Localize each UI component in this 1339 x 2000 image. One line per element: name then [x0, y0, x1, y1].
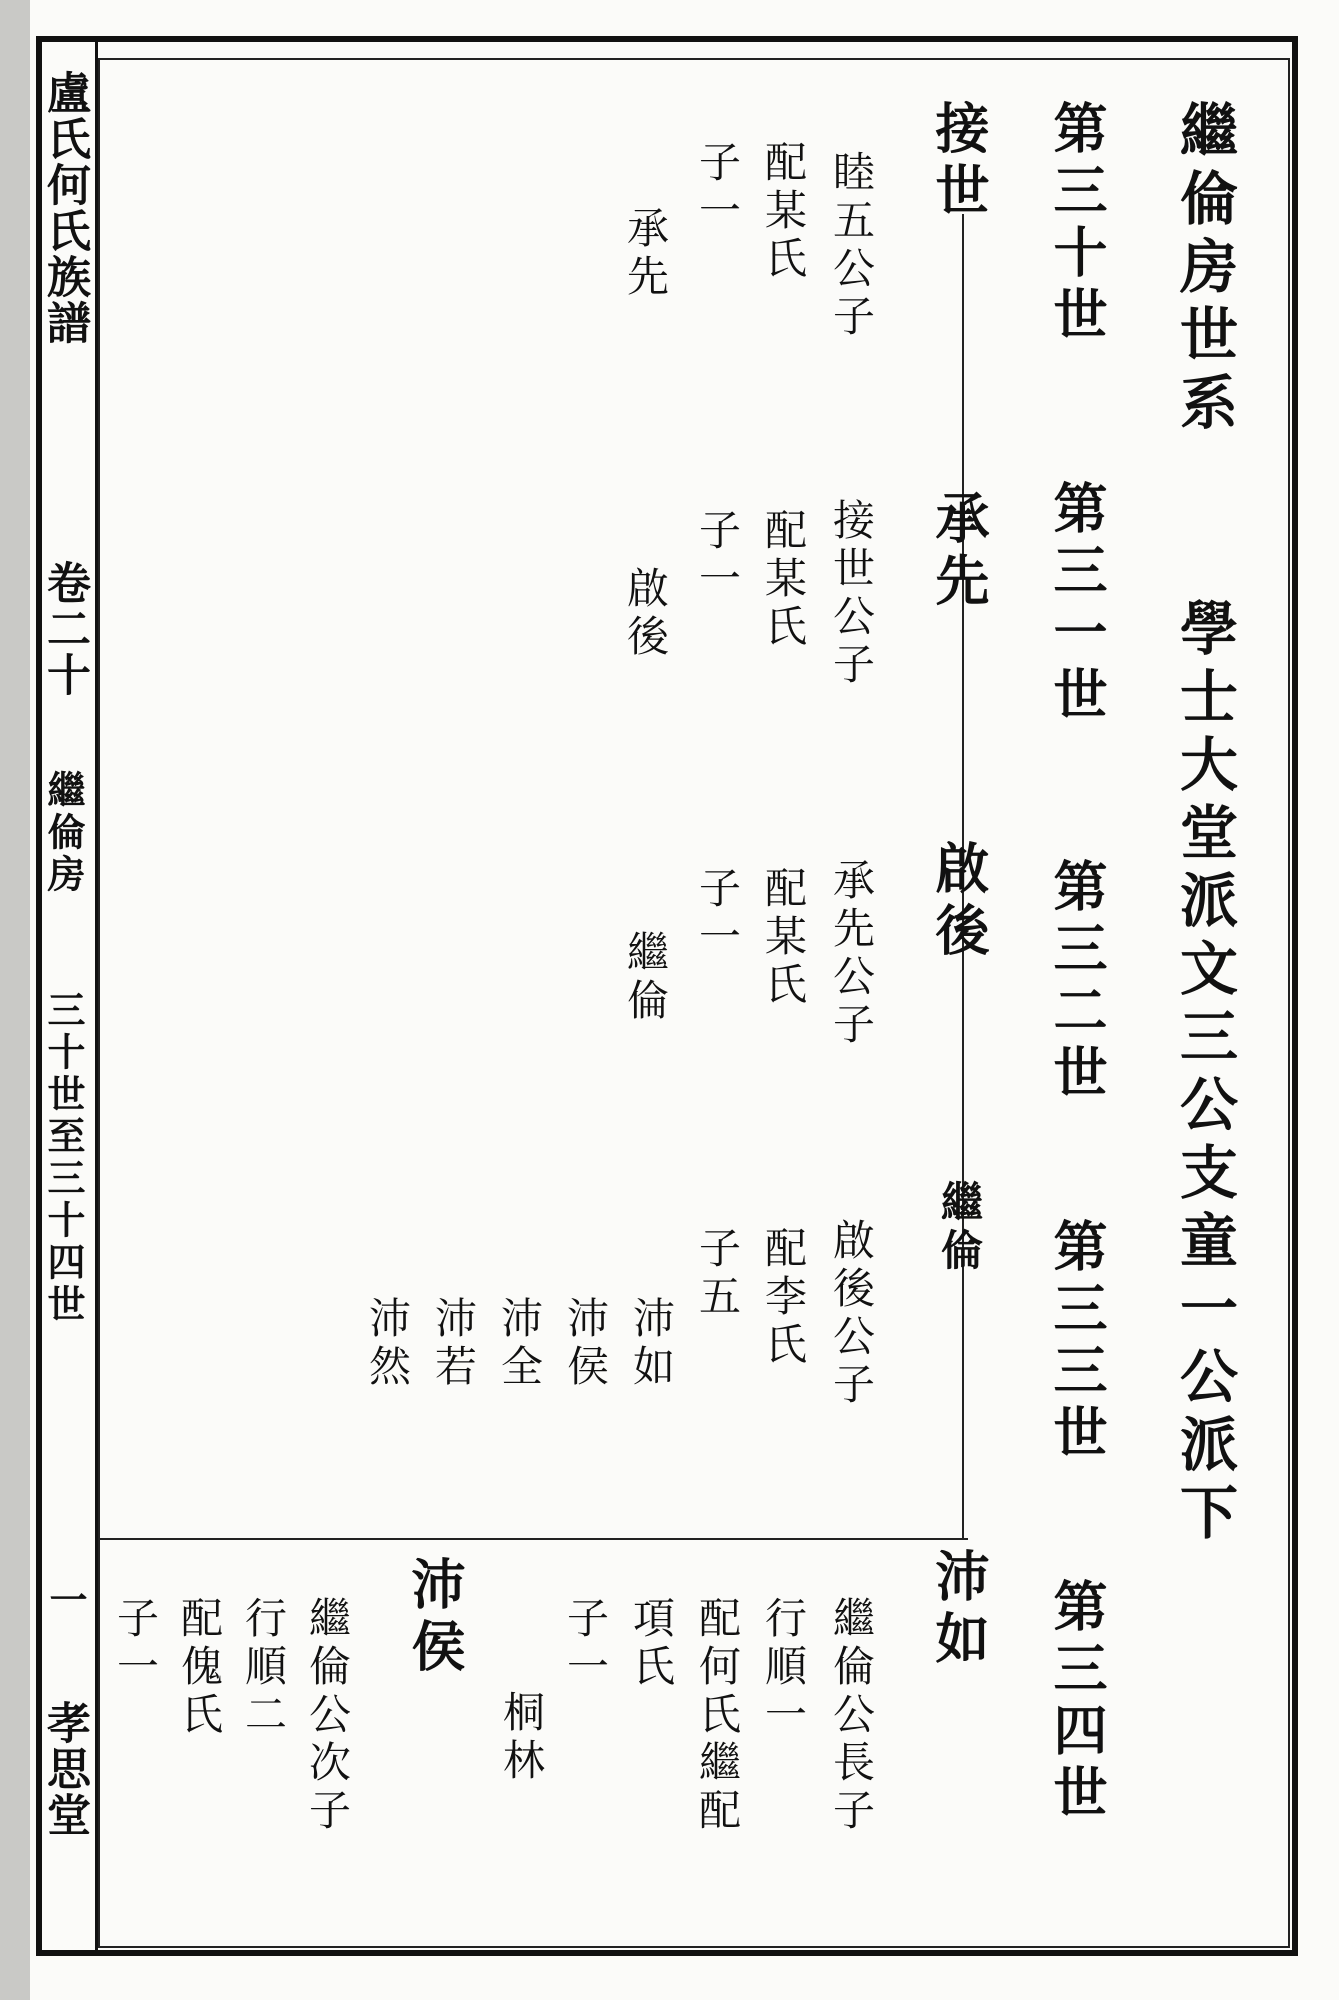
spine-book-title: 盧氏何氏族譜 — [39, 70, 90, 346]
entry-parent: 睦五公子 — [827, 150, 876, 342]
entry-children-count: 子一 — [693, 866, 742, 962]
generation-label: 第三三世 — [1045, 1218, 1109, 1466]
entry-parent: 接世公子 — [827, 498, 876, 690]
entry-child-name: 承先 — [621, 206, 670, 302]
branch-title: 學士大堂派文三公支童一公派下 — [1170, 598, 1238, 1550]
gen34-entry-line: 子一 — [561, 1596, 610, 1692]
entry-child-name: 沛然 — [363, 1296, 412, 1392]
entry-child-name: 沛侯 — [561, 1296, 610, 1392]
entry-spouse: 配李氏 — [759, 1226, 808, 1370]
entry-children-count: 子一 — [693, 140, 742, 236]
header-title: 繼倫房世系 — [1170, 100, 1238, 440]
generation-label: 第三四世 — [1045, 1578, 1109, 1826]
entry-spouse: 配某氏 — [759, 508, 808, 652]
gen34-entry-name: 沛侯 — [403, 1556, 467, 1680]
spine-volume: 卷二十 — [39, 560, 90, 698]
spine-range: 三十世至三十四世 — [41, 990, 86, 1326]
tree-node-person: 啟後 — [927, 840, 991, 964]
entry-parent: 啟後公子 — [827, 1218, 876, 1410]
entry-spouse: 配某氏 — [759, 866, 808, 1010]
entry-parent: 承先公子 — [827, 858, 876, 1050]
gen34-entry-line: 繼倫公長子 — [827, 1596, 876, 1836]
gen34-entry-line: 行順一 — [759, 1596, 808, 1740]
gen34-entry-line: 配何氏繼配 — [693, 1596, 742, 1836]
entry-child-name: 沛全 — [495, 1296, 544, 1392]
entry-child-name: 沛若 — [429, 1296, 478, 1392]
tree-node-person: 接世 — [927, 100, 991, 224]
gen34-entry-line: 項氏 — [627, 1596, 676, 1692]
generation-label: 第三十世 — [1045, 100, 1109, 348]
generation-label: 第三一世 — [1045, 480, 1109, 728]
gen34-entry-line: 子一 — [111, 1596, 160, 1692]
spine-page-number: 一 — [43, 1580, 88, 1622]
entry-children-count: 子一 — [693, 508, 742, 604]
entry-child-name: 沛如 — [627, 1296, 676, 1392]
entry-children-count: 子五 — [693, 1226, 742, 1322]
entry-spouse: 配某氏 — [759, 140, 808, 284]
spine-section: 繼倫房 — [41, 770, 86, 896]
generation-label: 第三二世 — [1045, 858, 1109, 1106]
gen34-entry-line: 行順二 — [239, 1596, 288, 1740]
tree-node-person: 繼倫 — [935, 1180, 984, 1276]
gen34-entry-line: 配傀氏 — [175, 1596, 224, 1740]
gen34-entry-line: 繼倫公次子 — [303, 1596, 352, 1836]
tree-node-person: 承先 — [927, 490, 991, 614]
gen34-entry-line: 桐林 — [497, 1690, 546, 1786]
entry-child-name: 啟後 — [621, 566, 670, 662]
entry-child-name: 繼倫 — [621, 930, 670, 1026]
section-divider — [98, 1538, 968, 1540]
spine-hall-name: 孝思堂 — [39, 1700, 90, 1838]
binding-edge — [0, 0, 30, 2000]
tree-node-person: 沛如 — [927, 1548, 991, 1672]
